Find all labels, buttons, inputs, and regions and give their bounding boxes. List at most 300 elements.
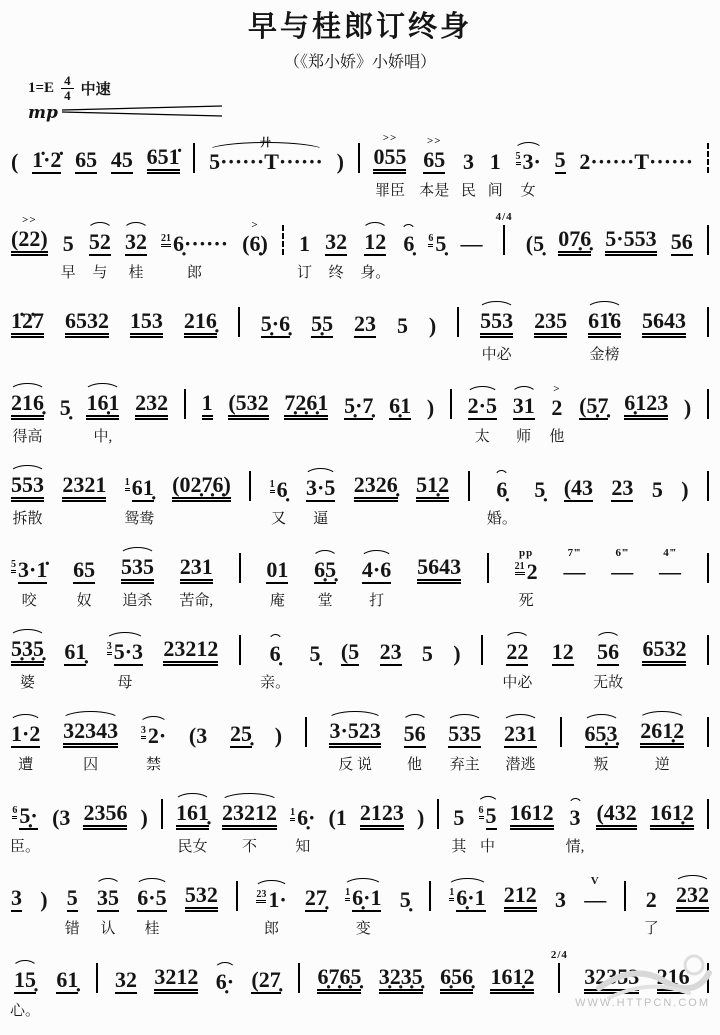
barline xyxy=(237,292,241,366)
barline xyxy=(238,538,242,612)
score-header xyxy=(28,72,720,124)
note-numbers: 235 xyxy=(534,310,567,338)
note-token xyxy=(451,792,466,858)
note-numbers: 553 xyxy=(480,310,513,338)
music-line-4 xyxy=(10,366,710,448)
lyric xyxy=(706,508,710,530)
note-token xyxy=(452,628,461,694)
note-token xyxy=(336,136,345,202)
note-token xyxy=(110,134,134,202)
lyric: 打 xyxy=(369,592,385,609)
lyric: 拆散 xyxy=(12,510,43,527)
note-numbers: 12 xyxy=(364,228,387,254)
lyric xyxy=(431,508,435,530)
note-token: >> (22) xyxy=(10,213,49,284)
barline xyxy=(304,702,308,776)
lyric xyxy=(15,918,19,940)
lyric: 郎 xyxy=(263,920,279,937)
note-token xyxy=(651,464,664,530)
note-token xyxy=(269,464,289,530)
lyric xyxy=(237,344,241,366)
grace-note: 1 xyxy=(345,887,350,901)
lyric xyxy=(629,262,633,284)
dynamic-marking: mp xyxy=(28,103,58,124)
note-numbers: 3̣2̣3̣5̣ xyxy=(379,966,423,994)
barline xyxy=(623,866,627,940)
note-token xyxy=(215,956,235,1022)
note-token xyxy=(309,628,322,694)
lyric: 中, xyxy=(93,428,113,445)
barline xyxy=(235,866,239,940)
note-token xyxy=(479,295,514,366)
lyric xyxy=(223,1000,227,1022)
lyric xyxy=(281,262,285,284)
lyric: 认 xyxy=(100,920,116,937)
lyric xyxy=(26,344,30,366)
note-numbers: 61̣ xyxy=(131,474,154,500)
note-numbers: 535 xyxy=(121,556,154,584)
lyric xyxy=(205,426,209,448)
note-token xyxy=(515,136,542,202)
note-numbers: (02̣7̣6̣) xyxy=(172,474,231,502)
barline xyxy=(706,702,710,776)
lyric: 叛 xyxy=(593,756,609,773)
lyric xyxy=(142,836,146,858)
lyric xyxy=(559,918,563,940)
note-token xyxy=(396,300,409,366)
lyric xyxy=(150,426,154,448)
note-numbers: (5 xyxy=(340,638,360,664)
lyric xyxy=(686,426,690,448)
note-token xyxy=(10,623,45,694)
note-numbers: 1 xyxy=(299,230,311,256)
note-numbers: 161̣ xyxy=(176,802,209,830)
lyric xyxy=(620,508,624,530)
lyric xyxy=(120,180,124,202)
note-numbers: 6̣56̣ xyxy=(440,966,473,994)
note-token xyxy=(426,382,435,448)
lyric: 其 xyxy=(451,838,467,855)
note-token xyxy=(649,787,695,858)
lyric: 遭 xyxy=(18,756,34,773)
note-token xyxy=(10,295,45,366)
note-numbers: 6·5 xyxy=(137,884,167,910)
note-token xyxy=(72,544,96,612)
lyric xyxy=(399,1000,403,1022)
note-token xyxy=(10,544,48,612)
note-numbers: 45 xyxy=(110,146,133,172)
lyric: 无故 xyxy=(593,674,624,691)
lyric xyxy=(455,672,459,694)
lyric xyxy=(486,590,490,612)
grace-note: 5 xyxy=(11,559,16,573)
barline xyxy=(706,456,710,530)
note-token xyxy=(593,626,623,694)
note-numbers: (27̣ xyxy=(251,966,281,992)
lyric: 得高 xyxy=(12,428,43,445)
grace-note: 1 xyxy=(449,887,454,901)
note-token xyxy=(533,295,568,366)
note-numbers: 6̣ xyxy=(269,640,281,666)
note-numbers: 2321 xyxy=(62,474,106,502)
lyric xyxy=(431,344,435,366)
note-numbers: 5̣· xyxy=(19,802,38,828)
note-token xyxy=(140,710,167,776)
lyric xyxy=(297,1000,301,1022)
lyric xyxy=(161,180,165,202)
lyric: 郎 xyxy=(187,264,203,281)
lyric xyxy=(683,508,687,530)
note-numbers: 5̣ xyxy=(435,230,447,256)
note-numbers: 6̣ xyxy=(403,230,415,256)
note-numbers: 01 xyxy=(266,556,289,582)
barline xyxy=(238,620,242,694)
grace-note: 3 xyxy=(107,641,112,655)
lyric xyxy=(655,508,659,530)
grace-note: 1 xyxy=(125,477,130,491)
music-line-3 xyxy=(10,284,710,366)
note-numbers: 216̣ xyxy=(11,392,44,420)
note-token xyxy=(260,298,291,366)
lyric xyxy=(63,426,67,448)
note-numbers: 5̣5 xyxy=(311,310,334,336)
note-token xyxy=(421,628,434,694)
note-numbers: (22) xyxy=(11,228,48,256)
note-numbers: 2356 xyxy=(83,802,127,830)
lyric xyxy=(337,1000,341,1022)
note-token xyxy=(171,459,232,530)
note-numbers: — xyxy=(460,230,483,256)
note-token xyxy=(63,626,87,694)
note-token xyxy=(533,464,546,530)
note-numbers: 553 xyxy=(11,474,44,502)
note-token xyxy=(353,459,399,530)
note-numbers: 3·5 xyxy=(306,474,336,500)
note-token xyxy=(313,544,337,612)
note-token xyxy=(343,380,374,448)
lyric xyxy=(706,754,710,776)
lyric: 囚 xyxy=(83,756,99,773)
note-numbers: ) xyxy=(681,476,689,502)
lyric xyxy=(264,180,268,202)
note-numbers: 161̣2 xyxy=(490,966,534,994)
lyric xyxy=(264,1000,268,1022)
note-numbers: 5 xyxy=(396,312,408,338)
lyric xyxy=(557,1000,561,1022)
note-token xyxy=(304,872,328,940)
note-token xyxy=(554,134,567,202)
note-token xyxy=(59,382,72,448)
note-numbers: 5̣ xyxy=(534,476,546,502)
lyric xyxy=(200,508,204,530)
lyric xyxy=(538,508,542,530)
grace-note: 6 xyxy=(12,805,17,819)
note-numbers: — xyxy=(563,558,586,584)
lyric xyxy=(398,426,402,448)
note-numbers: ( xyxy=(11,148,19,174)
note-numbers: (43 xyxy=(563,474,594,500)
note-token xyxy=(460,218,484,284)
note-numbers: 2· xyxy=(147,722,167,748)
note-numbers: 56 xyxy=(597,638,620,664)
note-token xyxy=(324,216,348,284)
note-token xyxy=(10,954,40,1022)
note-token xyxy=(353,298,377,366)
barline xyxy=(248,456,252,530)
note-token xyxy=(305,462,336,530)
note-token xyxy=(134,377,169,448)
note-numbers: 22 xyxy=(506,638,529,664)
note-token: V — xyxy=(583,874,607,940)
note-token xyxy=(39,874,48,940)
note-numbers: 535 xyxy=(448,720,482,746)
note-token xyxy=(328,792,348,858)
lyric xyxy=(558,180,562,202)
note-token xyxy=(88,216,112,284)
lyric xyxy=(389,672,393,694)
note-numbers: ) xyxy=(40,886,48,912)
lyric xyxy=(576,508,580,530)
note-numbers: 261̣2 xyxy=(640,720,684,748)
note-token xyxy=(201,377,214,448)
note-token xyxy=(641,295,687,366)
music-line-8 xyxy=(10,694,710,776)
note-numbers: 532 xyxy=(185,884,218,912)
grace-note: 6 xyxy=(479,805,484,819)
lyric xyxy=(425,672,429,694)
lyric xyxy=(518,918,522,940)
note-token xyxy=(188,710,208,776)
note-token xyxy=(340,626,360,694)
lyric xyxy=(706,672,710,694)
note-token xyxy=(583,951,640,1022)
lyric xyxy=(680,262,684,284)
lyric: 中 xyxy=(479,838,495,855)
time-signature: $\frac{4}{4}$ xyxy=(61,74,74,102)
lyric: 堂 xyxy=(317,592,333,609)
note-numbers: 6̣5̣ xyxy=(314,556,337,582)
note-numbers: 1· xyxy=(268,886,287,912)
lyric: 母 xyxy=(117,674,133,691)
note-numbers: 212 xyxy=(504,884,537,912)
note-numbers: 23212 xyxy=(163,638,218,666)
note-token xyxy=(255,874,287,940)
lyric: 本是 xyxy=(419,182,450,199)
note-token: pp $^{21}$2 死 xyxy=(514,546,539,612)
note-token xyxy=(82,787,128,858)
note-numbers: ) xyxy=(683,394,692,420)
note-numbers: 65 xyxy=(73,556,96,582)
note-token xyxy=(416,792,425,858)
lyric: 间 xyxy=(487,182,503,199)
note-token xyxy=(656,951,691,1022)
note-token xyxy=(416,541,462,612)
note-numbers: 2326̣ xyxy=(354,474,398,502)
lyric xyxy=(435,262,439,284)
note-token xyxy=(328,705,381,776)
lyric xyxy=(449,426,453,448)
lyric: 中必 xyxy=(481,346,512,363)
grace-note: 6 xyxy=(428,233,433,247)
note-token xyxy=(10,136,19,202)
lyric xyxy=(561,672,565,694)
lyric: 错 xyxy=(64,920,80,937)
note-token: 6‴ — xyxy=(610,546,634,612)
note-numbers: 5 xyxy=(62,230,74,256)
grace-note: 21 xyxy=(161,233,171,247)
grace-note: 3 xyxy=(141,725,146,739)
note-token xyxy=(554,874,567,940)
note-numbers: 3 xyxy=(555,886,566,912)
lyric: 臣。 xyxy=(10,838,41,855)
note-token xyxy=(310,298,334,366)
note-token xyxy=(439,951,474,1022)
lyric xyxy=(455,1000,459,1022)
note-token xyxy=(683,382,692,448)
barline xyxy=(357,128,361,202)
lyric: 罪臣 xyxy=(374,182,405,199)
barline xyxy=(467,456,471,530)
note-token xyxy=(85,377,120,448)
lyric: 鸳鸯 xyxy=(124,510,155,527)
note-numbers: 5 xyxy=(66,884,78,910)
note-token xyxy=(402,218,415,284)
note-token xyxy=(61,218,76,284)
lyric: 终 xyxy=(328,264,344,281)
note-numbers: 12 xyxy=(551,638,574,664)
lyric xyxy=(644,426,648,448)
note-numbers: 6532 xyxy=(642,638,686,666)
note-numbers: 6̣······ xyxy=(173,230,229,256)
note-token xyxy=(10,708,41,776)
lyric xyxy=(502,262,506,284)
note-token xyxy=(641,623,687,694)
lyric: 知 xyxy=(295,838,311,855)
note-numbers: 15̣ xyxy=(14,966,36,992)
note-token xyxy=(227,377,269,448)
barline xyxy=(456,292,460,366)
note-token xyxy=(488,136,503,202)
lyric: 逼 xyxy=(313,510,329,527)
note-token xyxy=(10,790,40,858)
lyric: 民 xyxy=(460,182,476,199)
lyric xyxy=(470,262,474,284)
note-numbers: 3212 xyxy=(154,966,198,994)
note-token xyxy=(595,787,637,858)
lyric xyxy=(706,344,710,366)
lyric xyxy=(480,672,484,694)
note-token xyxy=(623,377,669,448)
grace-note: 1 xyxy=(270,479,275,493)
note-numbers: 35 xyxy=(97,884,120,910)
note-token xyxy=(179,541,214,612)
lyric xyxy=(690,918,694,940)
note-token xyxy=(525,218,545,284)
note-token xyxy=(175,787,210,858)
lyric xyxy=(572,590,576,612)
lyric: 与 xyxy=(92,264,108,281)
note-token xyxy=(51,792,71,858)
note-numbers: 32 xyxy=(115,966,138,992)
note-token xyxy=(229,708,253,776)
note-token xyxy=(129,295,164,366)
lyric xyxy=(400,344,404,366)
note-token xyxy=(55,954,79,1022)
lyric: 中必 xyxy=(502,674,533,691)
note-numbers: 23 xyxy=(354,310,377,336)
lyric xyxy=(42,918,46,940)
note-token xyxy=(587,295,622,366)
note-token: >> 65 本是 xyxy=(419,134,449,202)
lyric xyxy=(313,672,317,694)
note-numbers: 153 xyxy=(130,310,163,338)
lyric: 庵 xyxy=(269,592,285,609)
lyric: 他 xyxy=(549,428,565,445)
lyric xyxy=(706,180,710,202)
note-token xyxy=(10,377,45,448)
lyric xyxy=(374,508,378,530)
note-token xyxy=(65,872,80,940)
note-numbers: (532 xyxy=(228,392,268,420)
lyric xyxy=(273,344,277,366)
lyric xyxy=(338,180,342,202)
note-token xyxy=(670,216,694,284)
note-numbers: 5 xyxy=(554,146,566,172)
lyric: 女 xyxy=(520,182,536,199)
lyric: 反 说 xyxy=(338,756,373,773)
note-token xyxy=(502,626,532,694)
lyric xyxy=(304,426,308,448)
barline xyxy=(706,538,710,612)
lyric: 追杀 xyxy=(122,592,153,609)
note-numbers: — xyxy=(659,558,682,584)
lyric xyxy=(196,754,200,776)
note-numbers: 2 xyxy=(645,886,657,912)
note-numbers: 231 xyxy=(504,720,538,746)
sheet-subtitle: （《郑小娇》小娇唱） xyxy=(283,53,436,71)
note-numbers: 2123 xyxy=(360,802,404,830)
note-token: > (6̣) xyxy=(241,218,269,284)
music-line-9 xyxy=(10,776,710,858)
note-token xyxy=(403,708,427,776)
note-numbers: 32 xyxy=(124,228,147,254)
grace-note: 1 xyxy=(290,807,295,821)
note-numbers: 6̣· xyxy=(297,804,316,830)
note-numbers: — xyxy=(611,558,634,584)
barline xyxy=(706,292,710,366)
music-line-10 xyxy=(10,858,710,940)
note-numbers: (432 xyxy=(596,802,636,830)
note-numbers: 5 xyxy=(651,476,663,502)
note-token xyxy=(221,787,278,858)
lyric xyxy=(73,672,77,694)
note-token xyxy=(487,464,517,530)
barline xyxy=(183,374,187,448)
note-numbers: 4·6 xyxy=(361,556,392,582)
note-token xyxy=(360,216,390,284)
lyric xyxy=(82,508,86,530)
lyric: 禁 xyxy=(145,756,161,773)
lyric xyxy=(65,1000,69,1022)
note-numbers: (1 xyxy=(328,804,347,830)
note-token xyxy=(427,218,447,284)
barline xyxy=(281,210,285,284)
lyric: 潜逃 xyxy=(505,756,536,773)
lyric xyxy=(573,262,577,284)
note-token xyxy=(503,708,538,776)
note-numbers: ) xyxy=(336,148,344,174)
note-numbers: 232 xyxy=(676,884,709,912)
